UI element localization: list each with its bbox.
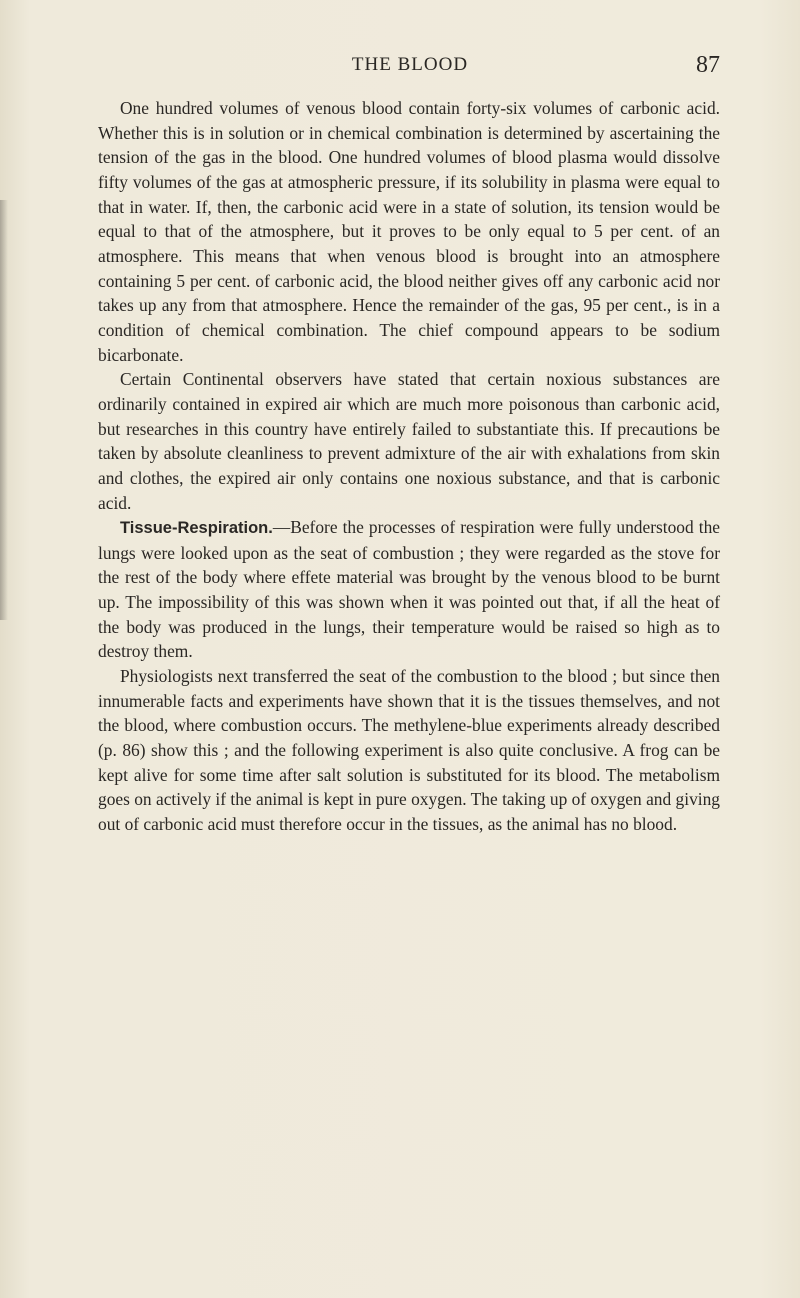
page-header	[100, 52, 720, 82]
paragraph-text: —Before the processes of respiration were fully understood the lungs were looked upon as the seat of combustion ; they were regarded as the stove for the rest of the body where effete material was brought by the venous blood to be burnt up. The impossibility of this was shown when it was pointed out that, if all the heat of the body was produced in the lungs, their temperature would be raised so high as to destroy them.	[98, 517, 720, 662]
paragraph-text: One hundred volumes of venous blood contain forty-six volumes of carbonic acid. Whether this is in solution or in chemical combination is determined by ascertaining the tension of the gas in the blood. One hundred volumes of blood plasma would dissolve fifty volumes of the gas at atmospheric pressure, if its solubility in plasma were equal to that in water. If, then, the carbonic acid were in a state of solution, its tension would be equal to that of the atmosphere, but it proves to be only equal to 5 per cent. of an atmosphere. This means that when venous blood is brought into an atmosphere containing 5 per cent. of carbonic acid, the blood neither gives off any carbonic acid nor takes up any from that atmosphere. Hence the remainder of the gas, 95 per cent., is in a condition of chemical combination. The chief compound appears to be sodium bicarbonate.	[98, 98, 720, 365]
paragraph-text: Physiologists next transferred the seat of the combustion to the blood ; but since then innumerable facts and experiments have shown that it is the tissues themselves, and not the blood, where combustion occurs. The methylene-blue experiments already described (p. 86) show this ; and the following experiment is also quite conclusive. A frog can be kept alive for some time after salt solution is substituted for its blood. The metabolism goes on actively if the animal is kept in pure oxygen. The taking up of oxygen and giving out of carbonic acid must therefore occur in the tissues, as the animal has no blood.	[98, 666, 720, 835]
page-number: 87	[696, 52, 720, 78]
paragraph	[98, 515, 720, 664]
running-head: THE BLOOD	[351, 54, 469, 75]
paragraph	[98, 367, 720, 515]
paragraph-text: Certain Continental observers have stated that certain noxious substances are ordinarily contained in expired air which are much more poisonous than carbonic acid, but researches in this country have entirely failed to substantiate this. If precautions be taken by absolute cleanliness to prevent admixture of the air with exhalations from skin and clothes, the expired air only contains one noxious substance, and that is carbonic acid.	[98, 369, 720, 513]
paragraph	[98, 96, 720, 367]
binding-shadow	[0, 200, 8, 620]
paragraph	[98, 664, 720, 837]
body-text	[98, 96, 720, 837]
section-heading: Tissue-Respiration.	[120, 519, 273, 538]
